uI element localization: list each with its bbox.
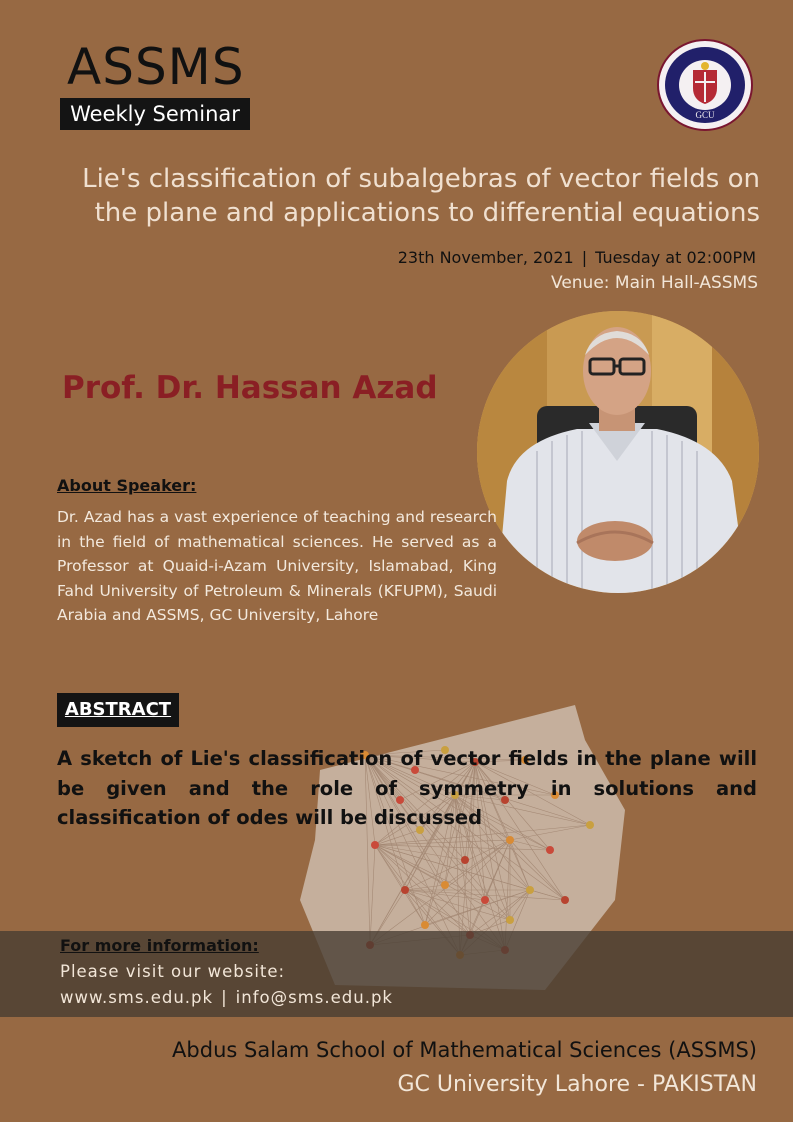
website-link[interactable]: www.sms.edu.pk	[60, 988, 214, 1007]
abstract-text: A sketch of Lie's classification of vector fields in the plane will be given and the role of symmetry in solutions and classification of odes will be discussed	[57, 747, 757, 829]
talk-time: Tuesday at 02:00PM	[595, 248, 756, 267]
info-line: Please visit our website:	[60, 962, 286, 981]
gcu-logo	[656, 38, 754, 132]
network-node	[421, 921, 429, 929]
network-node	[561, 896, 569, 904]
svg-text:GCU: GCU	[695, 110, 715, 120]
contact-line	[60, 988, 393, 1007]
network-node	[371, 841, 379, 849]
speaker-name: Prof. Dr. Hassan Azad	[62, 370, 438, 406]
info-heading: For more information:	[60, 936, 259, 955]
network-node	[506, 836, 514, 844]
separator: |	[581, 248, 588, 267]
network-node	[441, 881, 449, 889]
separator: |	[221, 988, 228, 1007]
network-node	[461, 856, 469, 864]
talk-venue: Venue: Main Hall-ASSMS	[551, 273, 758, 293]
abstract-label	[57, 693, 179, 727]
speaker-photo	[477, 311, 759, 593]
about-heading: About Speaker:	[57, 476, 197, 495]
school-place: GC University Lahore - PAKISTAN	[397, 1072, 757, 1097]
abstract-label-text: ABSTRACT	[64, 699, 172, 720]
about-text: Dr. Azad has a vast experience of teaching and research in the field of mathematical sciences. He served as a Professor at Quaid-i-Azam University, Islamabad, King Fahd University of Petroleum & Minerals (KFUPM), Saudi Arabia and ASSMS, GC University, Lahore	[57, 508, 497, 624]
date-time-line	[398, 248, 756, 267]
network-node	[546, 846, 554, 854]
talk-title: Lie's classification of subalgebras of vector fields on the plane and applications to differential equations	[82, 164, 760, 228]
network-node	[401, 886, 409, 894]
network-node	[481, 896, 489, 904]
network-node	[526, 886, 534, 894]
email-link[interactable]: info@sms.edu.pk	[235, 988, 393, 1007]
series-label: Weekly Seminar	[60, 98, 250, 130]
org-title: ASSMS	[67, 38, 245, 96]
talk-date: 23th November, 2021	[397, 248, 574, 267]
network-node	[506, 916, 514, 924]
school-name: Abdus Salam School of Mathematical Sciences (ASSMS)	[172, 1038, 757, 1062]
